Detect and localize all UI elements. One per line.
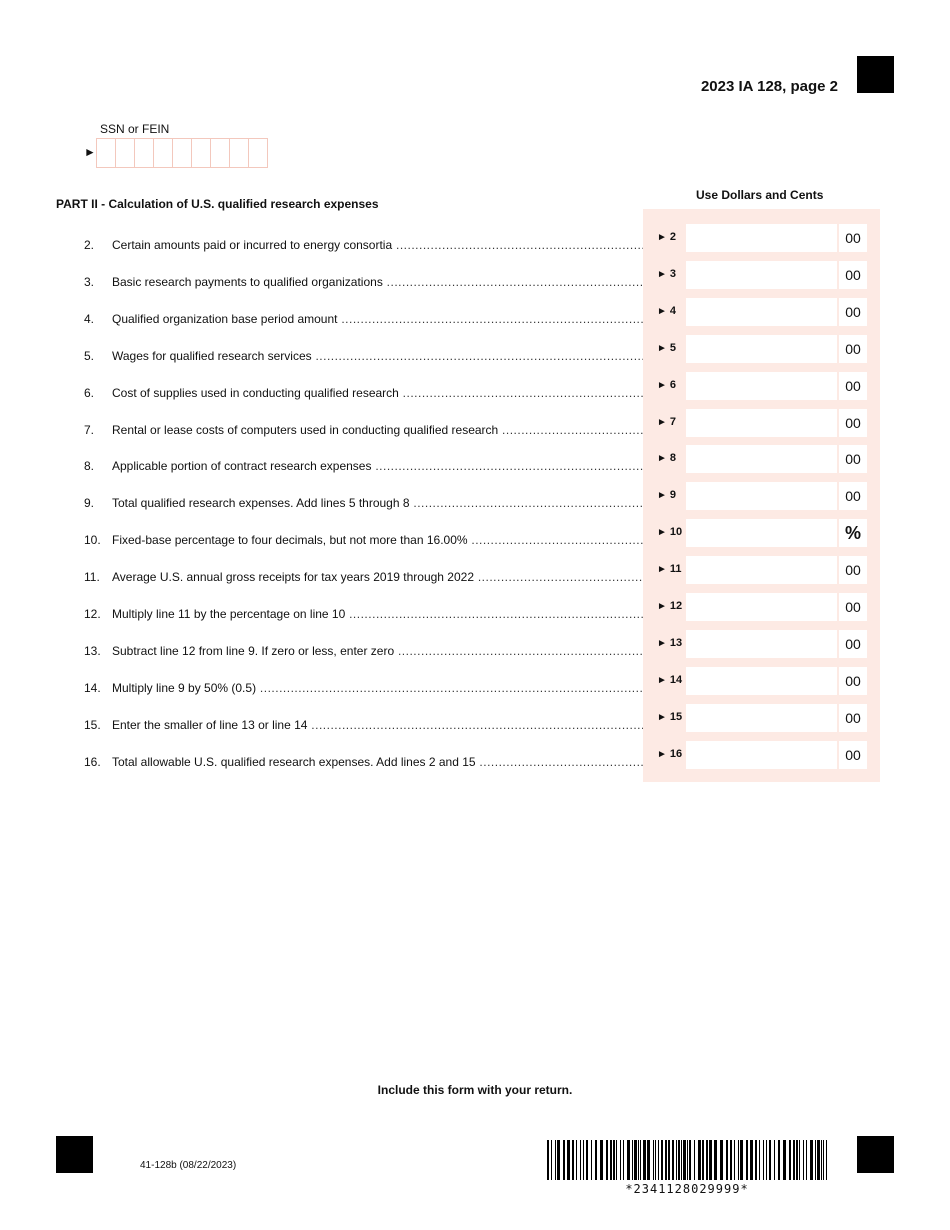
barcode-bar bbox=[610, 1140, 612, 1180]
barcode-bar bbox=[661, 1140, 663, 1180]
line-box-number: 6 bbox=[669, 379, 677, 391]
barcode-bar bbox=[672, 1140, 674, 1180]
line-box-number: 12 bbox=[669, 600, 683, 612]
footer-note: Include this form with your return. bbox=[377, 1083, 573, 1097]
line-box-label bbox=[657, 563, 682, 575]
arrow-icon: ► bbox=[657, 638, 667, 649]
line-number: 16. bbox=[84, 755, 101, 769]
barcode-bar bbox=[759, 1140, 760, 1180]
line-box-number: 11 bbox=[669, 563, 682, 575]
form-line bbox=[84, 386, 643, 406]
form-line bbox=[84, 238, 643, 258]
line-entry bbox=[643, 519, 880, 547]
barcode-bar bbox=[769, 1140, 771, 1180]
form-line bbox=[84, 275, 643, 295]
cents-field[interactable]: 00 bbox=[839, 409, 867, 437]
form-line bbox=[84, 459, 643, 479]
page-title: 2023 IA 128, page 2 bbox=[700, 78, 838, 95]
barcode-bar bbox=[567, 1140, 570, 1180]
form-line bbox=[84, 570, 643, 590]
line-number: 5. bbox=[84, 349, 95, 363]
line-description: Applicable portion of contract research expenses ..... bbox=[112, 459, 643, 473]
cents-field[interactable]: 00 bbox=[839, 704, 867, 732]
barcode-bar bbox=[647, 1140, 650, 1180]
barcode-bar bbox=[689, 1140, 691, 1180]
line-box-label bbox=[657, 489, 676, 501]
line-number: 10. bbox=[84, 533, 101, 547]
barcode-bar bbox=[606, 1140, 608, 1180]
cents-field[interactable]: % bbox=[839, 519, 867, 547]
barcode-bar bbox=[815, 1140, 816, 1180]
line-box-number: 14 bbox=[669, 674, 683, 686]
barcode-bar bbox=[694, 1140, 695, 1180]
ssn-digit-box[interactable] bbox=[191, 138, 211, 168]
line-entry bbox=[643, 556, 880, 584]
line-box-number: 15 bbox=[669, 711, 683, 723]
line-description: Multiply line 9 by 50% (0.5) ..... bbox=[112, 681, 643, 695]
line-entry bbox=[643, 335, 880, 363]
line-description: Subtract line 12 from line 9. If zero or less, enter zero ..... bbox=[112, 644, 643, 658]
barcode-bar bbox=[755, 1140, 757, 1180]
line-box-label bbox=[657, 637, 682, 649]
barcode-bar bbox=[740, 1140, 743, 1180]
ssn-digit-box[interactable] bbox=[153, 138, 173, 168]
line-description: Qualified organization base period amount ..... bbox=[112, 312, 643, 326]
form-line bbox=[84, 644, 643, 664]
line-description: Multiply line 11 by the percentage on line 10 ..... bbox=[112, 607, 643, 621]
line-description: Wages for qualified research services ..... bbox=[112, 349, 643, 363]
cents-field[interactable]: 00 bbox=[839, 741, 867, 769]
line-box-number: 5 bbox=[669, 342, 677, 354]
barcode-bar bbox=[580, 1140, 581, 1180]
barcode-bar bbox=[826, 1140, 827, 1180]
barcode-bar bbox=[555, 1140, 556, 1180]
line-entry bbox=[643, 445, 880, 473]
line-entry bbox=[643, 372, 880, 400]
barcode-bar bbox=[638, 1140, 639, 1180]
barcode-bar bbox=[687, 1140, 688, 1180]
amount-input[interactable] bbox=[686, 409, 837, 437]
ssn-arrow-icon: ► bbox=[84, 145, 96, 159]
line-number: 15. bbox=[84, 718, 101, 732]
ssn-digit-box[interactable] bbox=[172, 138, 192, 168]
form-line bbox=[84, 755, 643, 775]
line-box-label bbox=[657, 711, 682, 723]
amount-input[interactable] bbox=[686, 556, 837, 584]
amount-input[interactable] bbox=[686, 482, 837, 510]
amount-input[interactable] bbox=[686, 593, 837, 621]
barcode-bar bbox=[720, 1140, 723, 1180]
line-number: 9. bbox=[84, 496, 95, 510]
barcode-bar bbox=[591, 1140, 592, 1180]
cents-field[interactable]: 00 bbox=[839, 372, 867, 400]
barcode-bar bbox=[750, 1140, 753, 1180]
ssn-digit-box[interactable] bbox=[210, 138, 230, 168]
line-number: 7. bbox=[84, 423, 95, 437]
line-box-number: 3 bbox=[669, 268, 677, 280]
line-number: 2. bbox=[84, 238, 95, 252]
barcode-bar bbox=[653, 1140, 654, 1180]
cents-field[interactable]: 00 bbox=[839, 556, 867, 584]
line-description: Certain amounts paid or incurred to energy consortia ..... bbox=[112, 238, 643, 252]
part-title: PART II - Calculation of U.S. qualified research expenses bbox=[56, 197, 379, 211]
barcode-bar bbox=[613, 1140, 615, 1180]
arrow-icon: ► bbox=[657, 343, 667, 354]
line-entry bbox=[643, 261, 880, 289]
line-box-number: 2 bbox=[669, 231, 677, 243]
line-entry bbox=[643, 224, 880, 252]
cents-field[interactable]: 00 bbox=[839, 482, 867, 510]
line-box-number: 16 bbox=[669, 748, 683, 760]
line-description: Enter the smaller of line 13 or line 14 ..... bbox=[112, 718, 643, 732]
line-box-number: 10 bbox=[669, 526, 683, 538]
amount-input[interactable] bbox=[686, 704, 837, 732]
amount-input[interactable] bbox=[686, 372, 837, 400]
line-box-label bbox=[657, 674, 682, 686]
money-column-header: Use Dollars and Cents bbox=[696, 188, 824, 202]
barcode-bar bbox=[774, 1140, 775, 1180]
line-number: 12. bbox=[84, 607, 101, 621]
barcode-bar bbox=[572, 1140, 574, 1180]
barcode-bar bbox=[766, 1140, 767, 1180]
cents-field[interactable]: 00 bbox=[839, 593, 867, 621]
amount-input[interactable] bbox=[686, 298, 837, 326]
barcode-bar bbox=[806, 1140, 807, 1180]
amount-input[interactable] bbox=[686, 519, 837, 547]
line-entry bbox=[643, 704, 880, 732]
barcode-bar bbox=[783, 1140, 786, 1180]
barcode-bar bbox=[576, 1140, 577, 1180]
barcode-bar bbox=[823, 1140, 824, 1180]
barcode-bar bbox=[634, 1140, 637, 1180]
arrow-icon: ► bbox=[657, 453, 667, 464]
line-number: 6. bbox=[84, 386, 95, 400]
cents-field[interactable]: 00 bbox=[839, 298, 867, 326]
form-line bbox=[84, 533, 643, 553]
arrow-icon: ► bbox=[657, 749, 667, 760]
line-box-number: 9 bbox=[669, 489, 677, 501]
line-number: 11. bbox=[84, 570, 100, 584]
cents-field[interactable]: 00 bbox=[839, 445, 867, 473]
line-box-label bbox=[657, 268, 676, 280]
arrow-icon: ► bbox=[657, 675, 667, 686]
barcode-bar bbox=[746, 1140, 748, 1180]
ssn-input[interactable] bbox=[96, 138, 267, 168]
line-description: Fixed-base percentage to four decimals, but not more than 16.00% ..... bbox=[112, 533, 643, 547]
line-box-label bbox=[657, 452, 676, 464]
ssn-label: SSN or FEIN bbox=[100, 122, 170, 136]
line-entry bbox=[643, 667, 880, 695]
ssn-digit-box[interactable] bbox=[248, 138, 268, 168]
barcode-bar bbox=[817, 1140, 820, 1180]
barcode-bar bbox=[821, 1140, 822, 1180]
line-box-label bbox=[657, 231, 676, 243]
ssn-digit-box[interactable] bbox=[115, 138, 135, 168]
form-code: 41-128b (08/22/2023) bbox=[140, 1160, 237, 1171]
barcode-bar bbox=[547, 1140, 549, 1180]
line-entry bbox=[643, 741, 880, 769]
cents-field[interactable]: 00 bbox=[839, 224, 867, 252]
barcode-bar bbox=[702, 1140, 704, 1180]
line-entry bbox=[643, 593, 880, 621]
line-description: Rental or lease costs of computers used in conducting qualified research ..... bbox=[112, 423, 643, 437]
barcode-text: *2341128029999* bbox=[625, 1182, 749, 1196]
amount-input[interactable] bbox=[686, 261, 837, 289]
barcode-bar bbox=[632, 1140, 633, 1180]
barcode-bar bbox=[698, 1140, 701, 1180]
barcode-bar bbox=[763, 1140, 764, 1180]
line-description: Basic research payments to qualified organizations ..... bbox=[112, 275, 643, 289]
barcode-bar bbox=[678, 1140, 680, 1180]
arrow-icon: ► bbox=[657, 306, 667, 317]
line-number: 3. bbox=[84, 275, 95, 289]
arrow-icon: ► bbox=[657, 417, 667, 428]
cents-field[interactable]: 00 bbox=[839, 335, 867, 363]
arrow-icon: ► bbox=[657, 527, 667, 538]
line-description: Total allowable U.S. qualified research expenses. Add lines 2 and 15 ..... bbox=[112, 755, 643, 769]
barcode-bar bbox=[668, 1140, 670, 1180]
barcode-bar bbox=[706, 1140, 708, 1180]
barcode-bar bbox=[627, 1140, 630, 1180]
barcode-bar bbox=[789, 1140, 791, 1180]
barcode-bar bbox=[551, 1140, 552, 1180]
line-entry bbox=[643, 630, 880, 658]
form-line bbox=[84, 681, 643, 701]
barcode-bar bbox=[738, 1140, 739, 1180]
arrow-icon: ► bbox=[657, 490, 667, 501]
form-line bbox=[84, 312, 643, 332]
barcode-bar bbox=[778, 1140, 780, 1180]
barcode-bar bbox=[683, 1140, 686, 1180]
barcode-bar bbox=[709, 1140, 712, 1180]
line-box-label bbox=[657, 600, 682, 612]
arrow-icon: ► bbox=[657, 712, 667, 723]
line-number: 13. bbox=[84, 644, 101, 658]
ssn-digit-box[interactable] bbox=[229, 138, 249, 168]
barcode-bar bbox=[620, 1140, 621, 1180]
barcode-bar bbox=[623, 1140, 624, 1180]
cents-field[interactable]: 00 bbox=[839, 630, 867, 658]
barcode-bar bbox=[714, 1140, 717, 1180]
form-line bbox=[84, 349, 643, 369]
barcode-bar bbox=[730, 1140, 732, 1180]
line-box-label bbox=[657, 748, 682, 760]
line-description: Average U.S. annual gross receipts for tax years 2019 through 2022 ..... bbox=[112, 570, 643, 584]
line-box-label bbox=[657, 526, 682, 538]
barcode-bar bbox=[793, 1140, 795, 1180]
form-line bbox=[84, 607, 643, 627]
cents-field[interactable]: 00 bbox=[839, 261, 867, 289]
line-box-number: 13 bbox=[669, 637, 683, 649]
barcode-bar bbox=[799, 1140, 800, 1180]
line-number: 14. bbox=[84, 681, 101, 695]
line-box-label bbox=[657, 342, 676, 354]
line-entry bbox=[643, 409, 880, 437]
amount-input[interactable] bbox=[686, 741, 837, 769]
barcode-bar bbox=[600, 1140, 603, 1180]
line-number: 8. bbox=[84, 459, 95, 473]
line-box-number: 4 bbox=[669, 305, 677, 317]
line-box-label bbox=[657, 379, 676, 391]
barcode-bar bbox=[563, 1140, 565, 1180]
registration-mark-top-right bbox=[857, 56, 894, 93]
barcode-bar bbox=[726, 1140, 728, 1180]
form-line bbox=[84, 423, 643, 443]
amount-input[interactable] bbox=[686, 445, 837, 473]
form-line bbox=[84, 496, 643, 516]
ssn-digit-box[interactable] bbox=[96, 138, 116, 168]
barcode-bar bbox=[676, 1140, 677, 1180]
barcode-bar bbox=[586, 1140, 588, 1180]
arrow-icon: ► bbox=[657, 380, 667, 391]
arrow-icon: ► bbox=[657, 269, 667, 280]
barcode-bar bbox=[658, 1140, 659, 1180]
barcode-bar bbox=[640, 1140, 641, 1180]
cents-field[interactable]: 00 bbox=[839, 667, 867, 695]
form-line bbox=[84, 718, 643, 738]
line-number: 4. bbox=[84, 312, 95, 326]
line-description: Cost of supplies used in conducting qualified research ..... bbox=[112, 386, 643, 400]
line-box-number: 8 bbox=[669, 452, 677, 464]
amount-input[interactable] bbox=[686, 667, 837, 695]
barcode-bar bbox=[557, 1140, 560, 1180]
barcode-bar bbox=[681, 1140, 682, 1180]
line-entry bbox=[643, 482, 880, 510]
barcode-bar bbox=[616, 1140, 617, 1180]
barcode bbox=[547, 1140, 827, 1180]
amount-input[interactable] bbox=[686, 630, 837, 658]
barcode-bar bbox=[583, 1140, 584, 1180]
barcode-bar bbox=[810, 1140, 813, 1180]
barcode-bar bbox=[796, 1140, 798, 1180]
barcode-bar bbox=[595, 1140, 597, 1180]
barcode-bar bbox=[643, 1140, 646, 1180]
registration-mark-bottom-right bbox=[857, 1136, 894, 1173]
barcode-bar bbox=[803, 1140, 804, 1180]
line-box-label bbox=[657, 416, 676, 428]
arrow-icon: ► bbox=[657, 601, 667, 612]
arrow-icon: ► bbox=[657, 564, 667, 575]
amount-input[interactable] bbox=[686, 224, 837, 252]
line-box-number: 7 bbox=[669, 416, 677, 428]
line-box-label bbox=[657, 305, 676, 317]
ssn-digit-box[interactable] bbox=[134, 138, 154, 168]
registration-mark-bottom-left bbox=[56, 1136, 93, 1173]
line-description: Total qualified research expenses. Add lines 5 through 8 ..... bbox=[112, 496, 643, 510]
barcode-bar bbox=[665, 1140, 667, 1180]
barcode-bar bbox=[655, 1140, 656, 1180]
line-entry bbox=[643, 298, 880, 326]
amount-input[interactable] bbox=[686, 335, 837, 363]
arrow-icon: ► bbox=[657, 232, 667, 243]
barcode-bar bbox=[734, 1140, 735, 1180]
